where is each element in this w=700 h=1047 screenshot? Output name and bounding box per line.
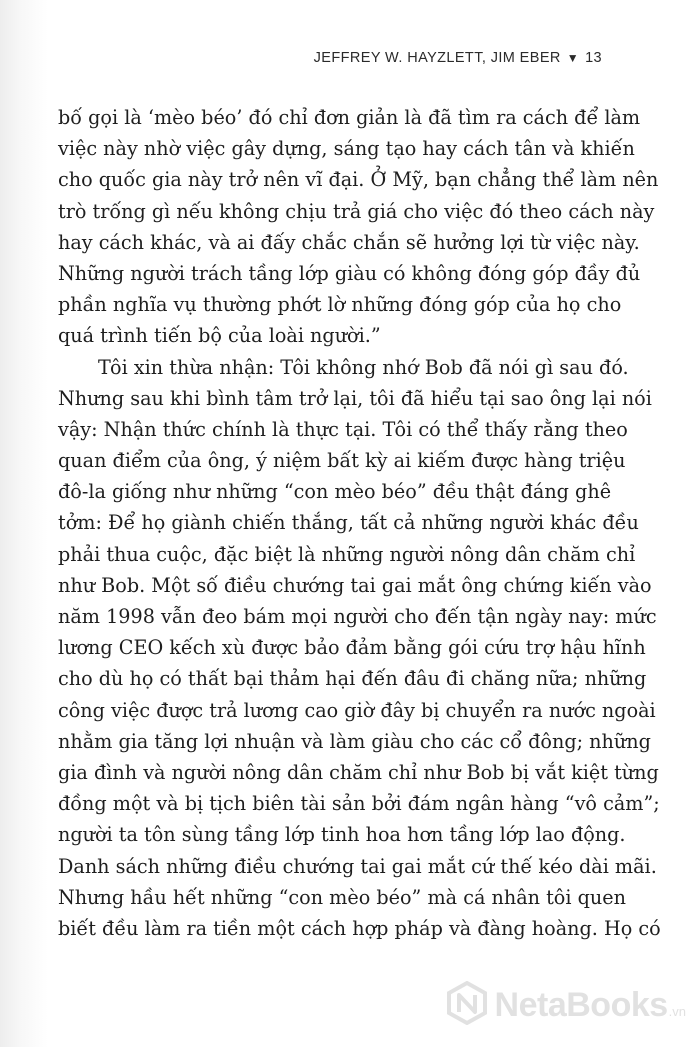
text-line: gia đình và người nông dân chăm chỉ như Bob bị vắt kiệt từng: [58, 760, 659, 784]
text-line: lương CEO kếch xù được bảo đảm bằng gói cứu trợ hậu hĩnh: [58, 636, 646, 660]
text-line: biết đều làm ra tiền một cách hợp pháp và đàng hoàng. Họ có: [58, 916, 661, 940]
body-text: [58, 102, 661, 944]
text-line: Tôi xin thừa nhận: Tôi không nhớ Bob đã nói gì sau đó.: [98, 355, 629, 379]
text-line: Danh sách những điều chướng tai gai mắt cứ thế kéo dài mãi.: [58, 854, 657, 878]
text-line: năm 1998 vẫn đeo bám mọi người cho đến tận ngày nay: mức: [58, 605, 657, 628]
page-number: 13: [585, 50, 602, 66]
text-line: như Bob. Một số điều chướng tai gai mắt ông chứng kiến vào: [58, 573, 652, 597]
text-line: hay cách khác, và ai đấy chắc chắn sẽ hưởng lợi từ việc này.: [58, 230, 640, 254]
text-line: đồng một và bị tịch biên tài sản bởi đám ngân hàng “vô cảm”;: [58, 792, 660, 816]
text-line: nhằm gia tăng lợi nhuận và làm giàu cho các cổ đông; những: [58, 729, 651, 753]
text-line: người ta tôn sùng tầng lớp tinh hoa hơn tầng lớp lao động.: [58, 823, 626, 847]
text-line: phần nghĩa vụ thường phớt lờ những đóng góp của họ cho: [58, 293, 622, 317]
text-line: cho quốc gia này trở nên vĩ đại. Ở Mỹ, bạn chẳng thể làm nên: [58, 168, 659, 192]
text-line: Nhưng sau khi bình tâm trở lại, tôi đã hiểu tại sao ông lại nói: [58, 386, 652, 410]
paragraph: [58, 352, 661, 945]
text-line: quá trình tiến bộ của loài người.”: [58, 324, 381, 348]
watermark-tld: .vn: [668, 1004, 686, 1019]
text-line: công việc được trả lương cao giờ đây bị chuyển ra nước ngoài: [58, 698, 656, 722]
text-line: tởm: Để họ giành chiến thắng, tất cả những người khác đều: [58, 511, 639, 535]
paragraph: [58, 102, 659, 352]
running-head: [314, 50, 602, 66]
text-line: đô-la giống như những “con mèo béo” đều thật đáng ghê: [58, 480, 612, 504]
text-line: Những người trách tầng lớp giàu có không đóng góp đầy đủ: [58, 261, 641, 285]
watermark: [445, 981, 686, 1025]
netabooks-logo-icon: [445, 981, 489, 1025]
text-line: quan điểm của ông, ý niệm bất kỳ ai kiếm được hàng triệu: [58, 449, 626, 473]
text-line: phải thua cuộc, đặc biệt là những người nông dân chăm chỉ: [58, 542, 636, 566]
text-line: việc này nhờ việc gây dựng, sáng tạo hay cách tân và khiến: [58, 137, 635, 161]
text-line: bố gọi là ‘mèo béo’ đó chỉ đơn giản là đã tìm ra cách để làm: [58, 106, 641, 129]
text-line: cho dù họ có thất bại thảm hại đến đâu đi chăng nữa; những: [58, 667, 647, 691]
triangle-down-icon: ▼: [566, 51, 580, 65]
text-line: vậy: Nhận thức chính là thực tại. Tôi có thể thấy rằng theo: [58, 417, 628, 441]
text-line: trò trống gì nếu không chịu trả giá cho việc đó theo cách này: [58, 199, 655, 223]
author-names: JEFFREY W. HAYZLETT, JIM EBER: [313, 50, 561, 66]
text-line: Nhưng hầu hết những “con mèo béo” mà cá nhân tôi quen: [58, 885, 626, 909]
watermark-brand: NetaBooks: [494, 986, 668, 1024]
